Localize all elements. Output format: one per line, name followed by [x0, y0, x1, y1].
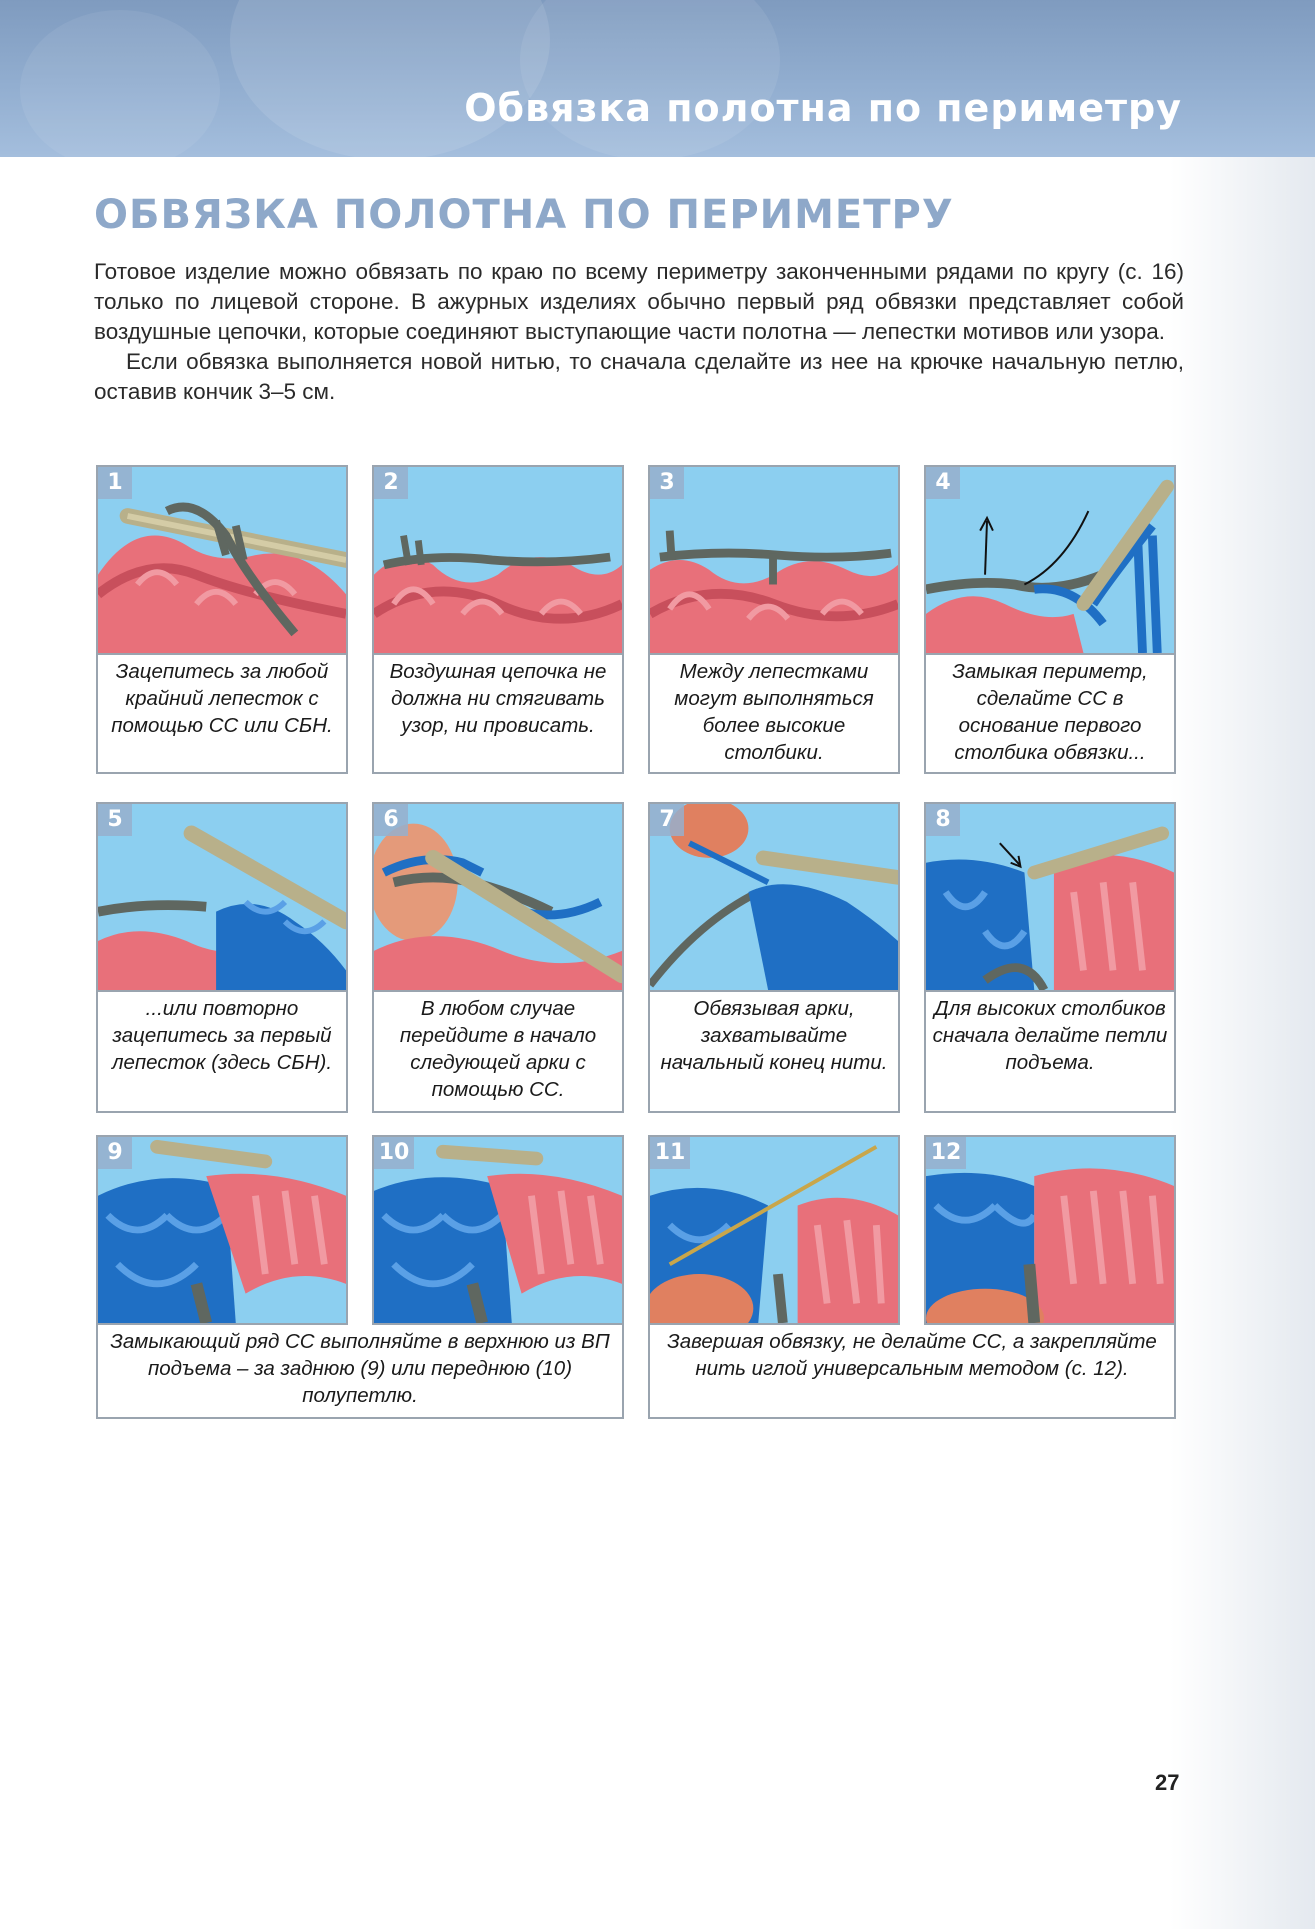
- step-photo-6: [372, 802, 624, 992]
- step-photo-3: [648, 465, 900, 655]
- step-number: 12: [926, 1137, 966, 1169]
- step-caption-5: ...или повторно зацепитесь за первый лепесток (здесь СБН).: [96, 992, 348, 1113]
- crochet-photo: [650, 467, 898, 653]
- intro-text: [94, 257, 1184, 407]
- step-number: 9: [98, 1137, 132, 1169]
- step-photo-7: [648, 802, 900, 992]
- crochet-photo: [374, 804, 622, 990]
- step-number: 6: [374, 804, 408, 836]
- crochet-photo: [98, 467, 346, 653]
- crochet-photo: [98, 804, 346, 990]
- step-caption-3: Между лепестками могут выполняться более высокие столбики.: [648, 655, 900, 774]
- step-number: 5: [98, 804, 132, 836]
- step-number: 3: [650, 467, 684, 499]
- step-caption-11-12: Завершая обвязку, не делайте СС, а закрепляйте нить иглой универсальным методом (с. 12).: [648, 1325, 1176, 1419]
- step-photo-8: [924, 802, 1176, 992]
- crochet-photo: [926, 467, 1174, 653]
- step-photo-12: [924, 1135, 1176, 1325]
- intro-paragraph: Готовое изделие можно обвязать по краю по всему периметру законченными рядами по кругу (с. 16) только по лицевой стороне. В ажурных изделиях обычно первый ряд обвязки представляет собой воздушные цепочки, которые соединяют выступающие части полотна — лепестки мотивов или узора.: [94, 259, 1184, 344]
- step-caption-2: Воздушная цепочка не должна ни стягивать узор, ни провисать.: [372, 655, 624, 774]
- section-title: ОБВЯЗКА ПОЛОТНА ПО ПЕРИМЕТРУ: [94, 192, 954, 238]
- header-texture: [520, 0, 780, 157]
- crochet-photo: [650, 804, 898, 990]
- crochet-photo: [374, 467, 622, 653]
- step-photo-2: [372, 465, 624, 655]
- step-caption-4: Замыкая периметр, сделайте СС в основание первого столбика обвязки...: [924, 655, 1176, 774]
- header-texture: [20, 10, 220, 157]
- page-number: 27: [1155, 1770, 1180, 1795]
- header-texture: [230, 0, 550, 157]
- step-caption-9-10: Замыкающий ряд СС выполняйте в верхнюю из ВП подъема – за заднюю (9) или переднюю (10) полупетлю.: [96, 1325, 624, 1419]
- step-photo-1: [96, 465, 348, 655]
- step-caption-1: Зацепитесь за любой крайний лепесток с помощью СС или СБН.: [96, 655, 348, 774]
- step-photo-4: [924, 465, 1176, 655]
- step-photo-11: [648, 1135, 900, 1325]
- step-caption-8: Для высоких столбиков сначала делайте петли подъема.: [924, 992, 1176, 1113]
- step-number: 4: [926, 467, 960, 499]
- step-number: 11: [650, 1137, 690, 1169]
- step-number: 8: [926, 804, 960, 836]
- step-number: 10: [374, 1137, 414, 1169]
- step-caption-6: В любом случае перейдите в начало следующей арки с помощью СС.: [372, 992, 624, 1113]
- step-number: 7: [650, 804, 684, 836]
- right-decor-strip: [1170, 157, 1315, 1929]
- step-number: 1: [98, 467, 132, 499]
- crochet-photo: [926, 804, 1174, 990]
- crochet-photo: [98, 1137, 346, 1323]
- step-number: 2: [374, 467, 408, 499]
- header-band: [0, 0, 1315, 157]
- step-photo-10: [372, 1135, 624, 1325]
- step-photo-9: [96, 1135, 348, 1325]
- step-caption-7: Обвязывая арки, захватывайте начальный конец нити.: [648, 992, 900, 1113]
- running-header-title: Обвязка полотна по периметру: [464, 86, 1182, 130]
- step-photo-5: [96, 802, 348, 992]
- intro-paragraph: Если обвязка выполняется новой нитью, то сначала сделайте из нее на крючке начальную петлю, оставив кончик 3–5 см.: [94, 349, 1184, 404]
